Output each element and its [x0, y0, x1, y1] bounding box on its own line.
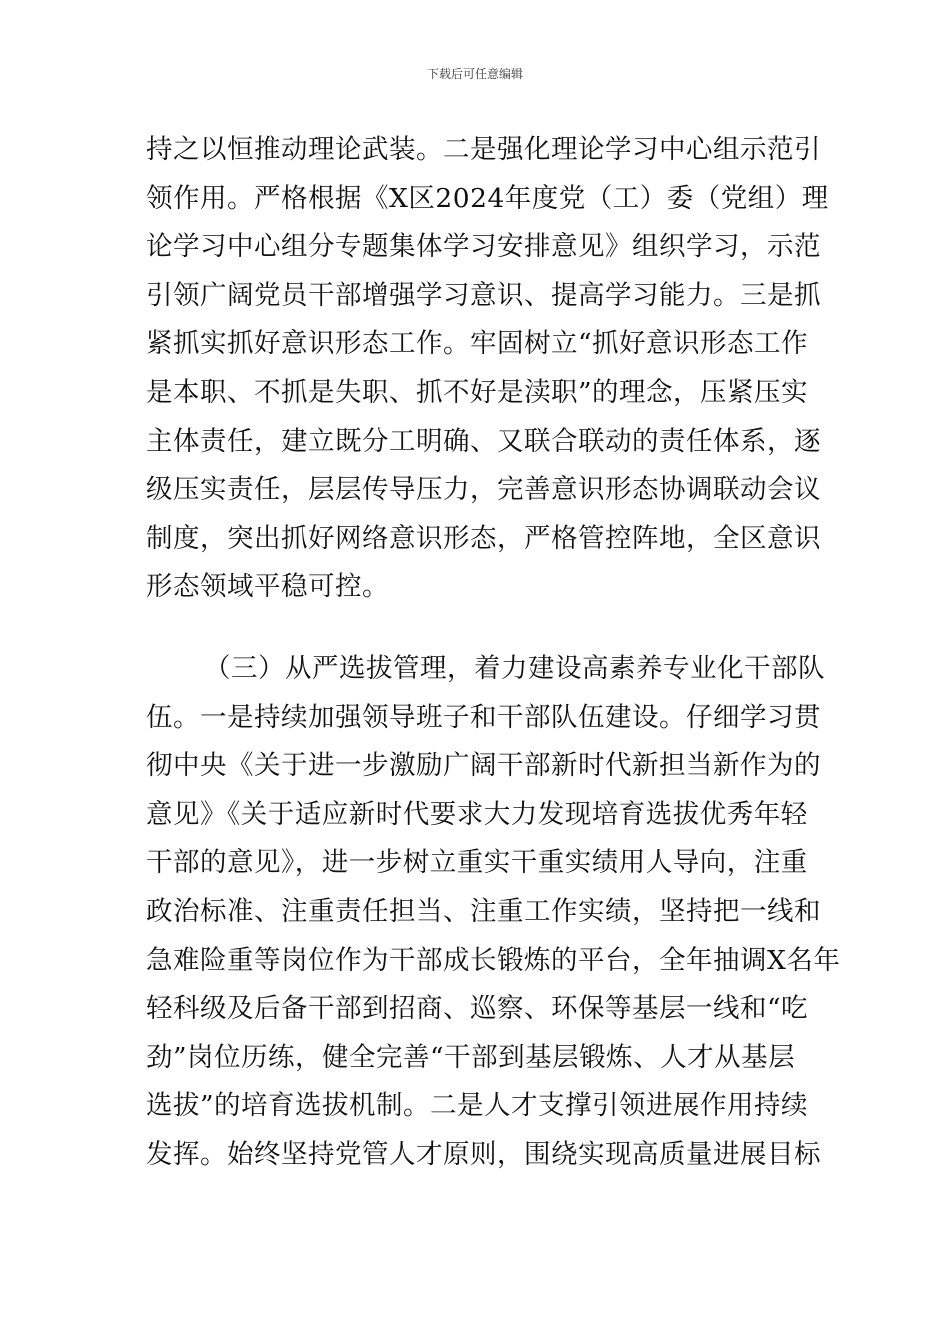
text-line: 选拔”的培育选拔机制。二是人才支撑引领进展作用持续	[146, 1090, 809, 1122]
paragraph-cadre-selection	[146, 645, 841, 1180]
text-line: 政治标准、注重责任担当、注重工作实绩，坚持把一线和	[146, 895, 821, 927]
section-heading-line: （三）从严选拔管理，着力建设高素养专业化干部队	[204, 653, 825, 684]
text-line: 急难险重等岗位作为干部成长锻炼的平台，全年抽调X名年	[146, 944, 841, 976]
text-line: 发挥。始终坚持党管人才原则，围绕实现高质量进展目标	[146, 1138, 821, 1170]
text-line: 是本职、不抓是失职、抓不好是渎职”的理念，压紧压实	[146, 376, 809, 408]
text-line: 级压实责任，层层传导压力，完善意识形态协调联动会议	[146, 474, 821, 506]
text-line: 轻科级及后备干部到招商、巡察、环保等基层一线和“吃	[146, 993, 809, 1025]
text-line: 引领广阔党员干部增强学习意识、提高学习能力。三是抓	[146, 279, 821, 311]
page-header-note: 下载后可任意编辑	[426, 67, 523, 81]
text-line: 形态领域平稳可控。	[146, 571, 389, 603]
text-line: 彻中央《关于进一步激励广阔干部新时代新担当新作为的	[146, 750, 821, 782]
text-line: 论学习中心组分专题集体学习安排意见》组织学习，示范	[146, 231, 821, 263]
paragraph-theory-study	[146, 126, 829, 612]
text-line: 领作用。严格根据《X区2024年度党（工）委（党组）理	[146, 182, 829, 214]
text-line: 意见》《关于适应新时代要求大力发现培育选拔优秀年轻	[146, 798, 808, 830]
text-line: 伍。一是持续加强领导班子和干部队伍建设。仔细学习贯	[146, 701, 821, 733]
text-line: 劲”岗位历练，健全完善“干部到基层锻炼、人才从基层	[146, 1041, 796, 1073]
text-line: 紧抓实抓好意识形态工作。牢固树立“抓好意识形态工作	[146, 328, 809, 360]
text-line: 主体责任，建立既分工明确、又联合联动的责任体系，逐	[146, 425, 821, 457]
text-line: 干部的意见》，进一步树立重实干重实绩用人导向，注重	[146, 847, 808, 879]
text-line: 制度，突出抓好网络意识形态，严格管控阵地，全区意识	[146, 522, 821, 554]
text-line: 持之以恒推动理论武装。二是强化理论学习中心组示范引	[146, 134, 821, 165]
